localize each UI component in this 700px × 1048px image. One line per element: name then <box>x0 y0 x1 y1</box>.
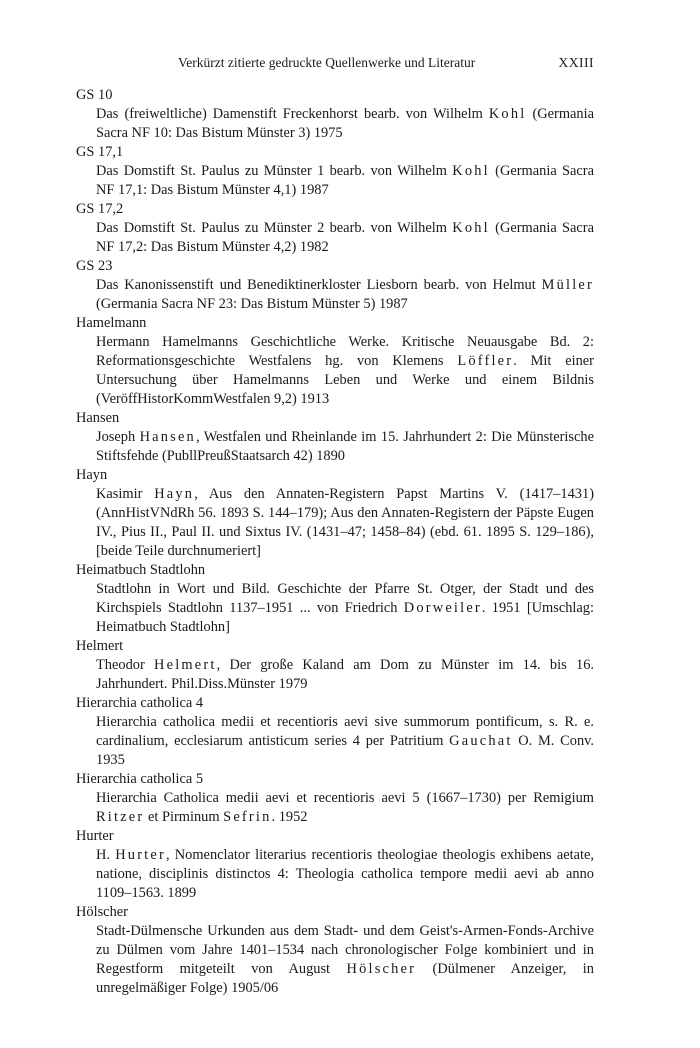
author-surname: Helmert <box>154 657 217 673</box>
citation-text: (Dülmener Anzeiger, in unregelmäßiger Folge) 1905/06 <box>96 961 594 996</box>
bibliography-entry <box>76 314 594 409</box>
bibliography-entry <box>76 200 594 257</box>
entry-citation <box>76 219 594 257</box>
citation-text: (Germania Sacra NF 10: Das Bistum Münster 3) 1975 <box>96 106 595 141</box>
citation-text: Stadtlohn in Wort und Bild. Geschichte der Pfarre St. Otger, der Stadt und des Kirchspiels Stadtlohn 1137–1951 ... von Friedrich <box>96 581 594 616</box>
entry-key: GS 10 <box>76 87 113 103</box>
citation-text: (Germania Sacra NF 23: Das Bistum Münster 5) 1987 <box>96 296 408 312</box>
citation-text: et Pirminum <box>144 809 224 825</box>
entry-key: Hierarchia catholica 4 <box>76 695 204 711</box>
entry-citation <box>76 713 594 770</box>
bibliography-list <box>76 86 594 998</box>
bibliography-entry <box>76 257 594 314</box>
citation-text: O. M. Conv. 1935 <box>96 733 595 768</box>
entry-citation <box>76 485 594 561</box>
entry-key: Helmert <box>76 638 124 654</box>
entry-citation <box>76 580 594 637</box>
citation-text: Das Kanonissenstift und Benediktinerkloster Liesborn bearb. von Helmut <box>96 277 542 293</box>
header-title: Verkürzt zitierte gedruckte Quellenwerke und Literatur <box>178 55 476 70</box>
citation-text: Theodor <box>96 657 155 673</box>
entry-citation <box>76 846 594 903</box>
entry-key: GS 17,2 <box>76 201 124 217</box>
bibliography-entry <box>76 561 594 637</box>
bibliography-entry <box>76 827 594 903</box>
entry-key: Hayn <box>76 467 108 483</box>
author-surname: Hansen <box>139 429 196 445</box>
citation-text: H. <box>96 847 116 863</box>
author-surname: Löffler <box>457 353 514 369</box>
author-surname: Kohl <box>488 106 527 122</box>
citation-text: Hierarchia catholica medii et recentioris aevi sive summorum pontificum, s. R. e. cardinalium, ecclesiarum antisticum series 4 per Patritium <box>96 714 594 749</box>
citation-text: Das (freiweltliche) Damenstift Freckenhorst bearb. von Wilhelm <box>96 106 489 122</box>
citation-text: (Germania Sacra NF 17,1: Das Bistum Münster 4,1) 1987 <box>96 163 594 198</box>
bibliography-entry <box>76 694 594 770</box>
entry-citation <box>76 789 594 827</box>
citation-text: , Nomenclator literarius recentioris theologiae theologis exhibens aetate, natione, disciplinis distinctos 4: Theologia catholica tempore medii aevi ab anno 1109–1563. 1899 <box>96 847 595 901</box>
author-surname: Dorweiler <box>403 600 482 616</box>
citation-text: , Westfalen und Rheinlande im 15. Jahrhundert 2: Die Münsterische Stiftsfehde (PubllPreußStaatsarch 42) 1890 <box>96 429 594 464</box>
citation-text: , Der große Kaland am Dom zu Münster im 14. bis 16. Jahrhundert. Phil.Diss.Münster 1979 <box>96 657 594 692</box>
citation-text: Das Domstift St. Paulus zu Münster 2 bearb. von Wilhelm <box>96 220 453 236</box>
bibliography-entry <box>76 466 594 561</box>
entry-citation <box>76 922 594 998</box>
bibliography-entry <box>76 409 594 466</box>
citation-text: . 1952 <box>271 809 308 825</box>
entry-key: Hölscher <box>76 904 128 920</box>
entry-key: Hansen <box>76 410 120 426</box>
citation-text: Hermann Hamelmanns Geschichtliche Werke. Kritische Neuausgabe Bd. 2: Reformationsgeschichte Westfalens hg. von Klemens <box>96 334 594 369</box>
bibliography-entry <box>76 637 594 694</box>
citation-text: Hierarchia Catholica medii aevi et recentioris aevi 5 (1667–1730) per Remigium <box>96 790 594 806</box>
entry-citation <box>76 428 594 466</box>
author-surname: Hayn <box>154 486 195 502</box>
entry-key: Hierarchia catholica 5 <box>76 771 204 787</box>
entry-citation <box>76 162 594 200</box>
citation-text: Joseph <box>96 429 140 445</box>
entry-key: Heimatbuch Stadtlohn <box>76 562 206 578</box>
bibliography-entry <box>76 903 594 998</box>
citation-text: (Germania Sacra NF 17,2: Das Bistum Münster 4,2) 1982 <box>96 220 594 255</box>
entry-key: GS 23 <box>76 258 113 274</box>
entry-citation <box>76 656 594 694</box>
bibliography-entry <box>76 143 594 200</box>
author-surname: Hölscher <box>346 961 417 977</box>
author-surname: Kohl <box>452 220 490 236</box>
entry-key: Hamelmann <box>76 315 147 331</box>
author-surname: Sefrin <box>223 809 272 825</box>
entry-citation <box>76 276 594 314</box>
entry-key: Hurter <box>76 828 114 844</box>
citation-text: Das Domstift St. Paulus zu Münster 1 bearb. von Wilhelm <box>96 163 453 179</box>
author-surname: Hurter <box>115 847 166 863</box>
author-surname: Ritzer <box>96 809 145 825</box>
citation-text: , Aus den Annaten-Registern Papst Martins V. (1417–1431) (AnnHistVNdRh 56. 1893 S. 144–179); Aus den Annaten-Registern der Päpste Eugen IV., Pius II., Paul II. und Sixtus IV. (1431–47; 1458–84) (ebd. 61. 1895 S. 129–186), [beide Teile durchnumeriert] <box>96 486 594 559</box>
author-surname: Gauchat <box>449 733 513 749</box>
entry-key: GS 17,1 <box>76 144 124 160</box>
citation-text: . Mit einer Untersuchung über Hamelmanns Leben und Werke und einem Bildnis (VeröffHistorKommWestfalen 9,2) 1913 <box>96 353 594 407</box>
bibliography-entry <box>76 86 594 143</box>
entry-citation <box>76 105 594 143</box>
author-surname: Kohl <box>452 163 490 179</box>
citation-text: Stadt-Dülmensche Urkunden aus dem Stadt- und dem Geist's-Armen-Fonds-Archive zu Dülmen vom Jahre 1401–1534 nach chronologischer Folge kombiniert und in Regestform mitgeteilt von August <box>96 923 594 977</box>
entry-citation <box>76 333 594 409</box>
author-surname: Müller <box>541 277 594 293</box>
citation-text: Kasimir <box>96 486 155 502</box>
citation-text: . 1951 [Umschlag: Heimatbuch Stadtlohn] <box>96 600 594 635</box>
bibliography-entry <box>76 770 594 827</box>
page-number: XXIII <box>558 55 594 70</box>
